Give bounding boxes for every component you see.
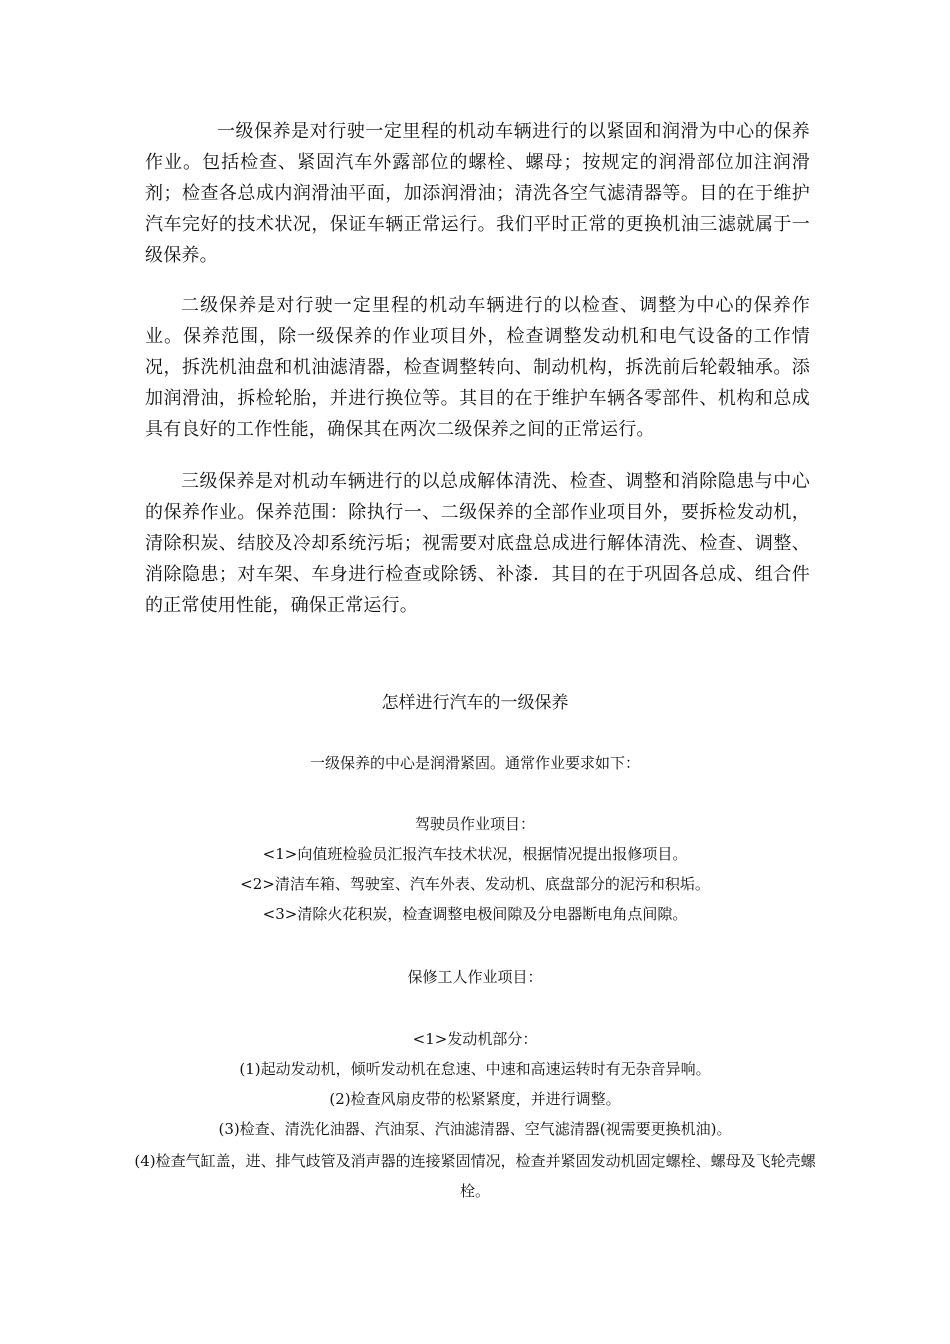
list-item: (3)检查、清洗化油器、汽油泵、汽油滤清器、空气滤清器(视需要更换机油)。: [218, 1120, 732, 1138]
paragraph-level3-maintenance: 三级保养是对机动车辆进行的以总成解体清洗、检查、调整和消除隐患与中心的保养作业。保养范围：除执行一、二级保养的全部作业项目外，要拆检发动机，清除积炭、结胶及冷却系统污垢；视需要对底盘总成进行解体清洗、检查、调整、消除隐患；对车架、车身进行检查或除锈、补漆．其目的在于巩固各总成、组合件的正常使用性能，确保正常运行。: [145, 471, 810, 616]
section-title: 怎样进行汽车的一级保养: [381, 693, 569, 713]
section-intro: 一级保养的中心是润滑紧固。通常作业要求如下：: [309, 754, 640, 772]
list-item: (1)起动发动机，倾听发动机在怠速、中速和高速运转时有无杂音异响。: [239, 1060, 711, 1078]
list-item: <2>清洁车箱、驾驶室、汽车外表、发动机、底盘部分的泥污和积垢。: [240, 875, 710, 893]
paragraph-level2-maintenance: 二级保养是对行驶一定里程的机动车辆进行的以检查、调整为中心的保养作业。保养范围，除一级保养的作业项目外，检查调整发动机和电气设备的工作情况，拆洗机油盘和机油滤清器，检查调整转向、制动机构，拆洗前后轮毂轴承。添加润滑油，拆检轮胎，并进行换位等。其目的在于维护车辆各零部件、机构和总成具有良好的工作性能，确保其在两次二级保养之间的正常运行。: [145, 295, 810, 440]
worker-items-heading: 保修工人作业项目：: [407, 968, 543, 986]
driver-items-heading: 驾驶员作业项目：: [414, 815, 535, 833]
list-item: (4)检查气缸盖，进、排气歧管及消声器的连接紧固情况，检查并紧固发动机固定螺栓、螺母及飞轮壳螺栓。: [134, 1152, 816, 1200]
list-item: <1>向值班检验员汇报汽车技术状况，根据情况提出报修项目。: [262, 845, 688, 863]
list-item: (2)检查风扇皮带的松紧紧度，并进行调整。: [329, 1090, 621, 1108]
engine-part-heading: <1>发动机部分：: [412, 1030, 538, 1048]
list-item: <3>清除火花积炭，检查调整电极间隙及分电器断电角点间隙。: [262, 905, 688, 923]
paragraph-level1-maintenance: 一级保养是对行驶一定里程的机动车辆进行的以紧固和润滑为中心的保养作业。包括检查、紧固汽车外露部位的螺栓、螺母；按规定的润滑部位加注润滑剂；检查各总成内润滑油平面，加添润滑油；清洗各空气滤清器等。目的在于维护汽车完好的技术状况，保证车辆正常运行。我们平时正常的更换机油三滤就属于一级保养。: [145, 121, 810, 266]
